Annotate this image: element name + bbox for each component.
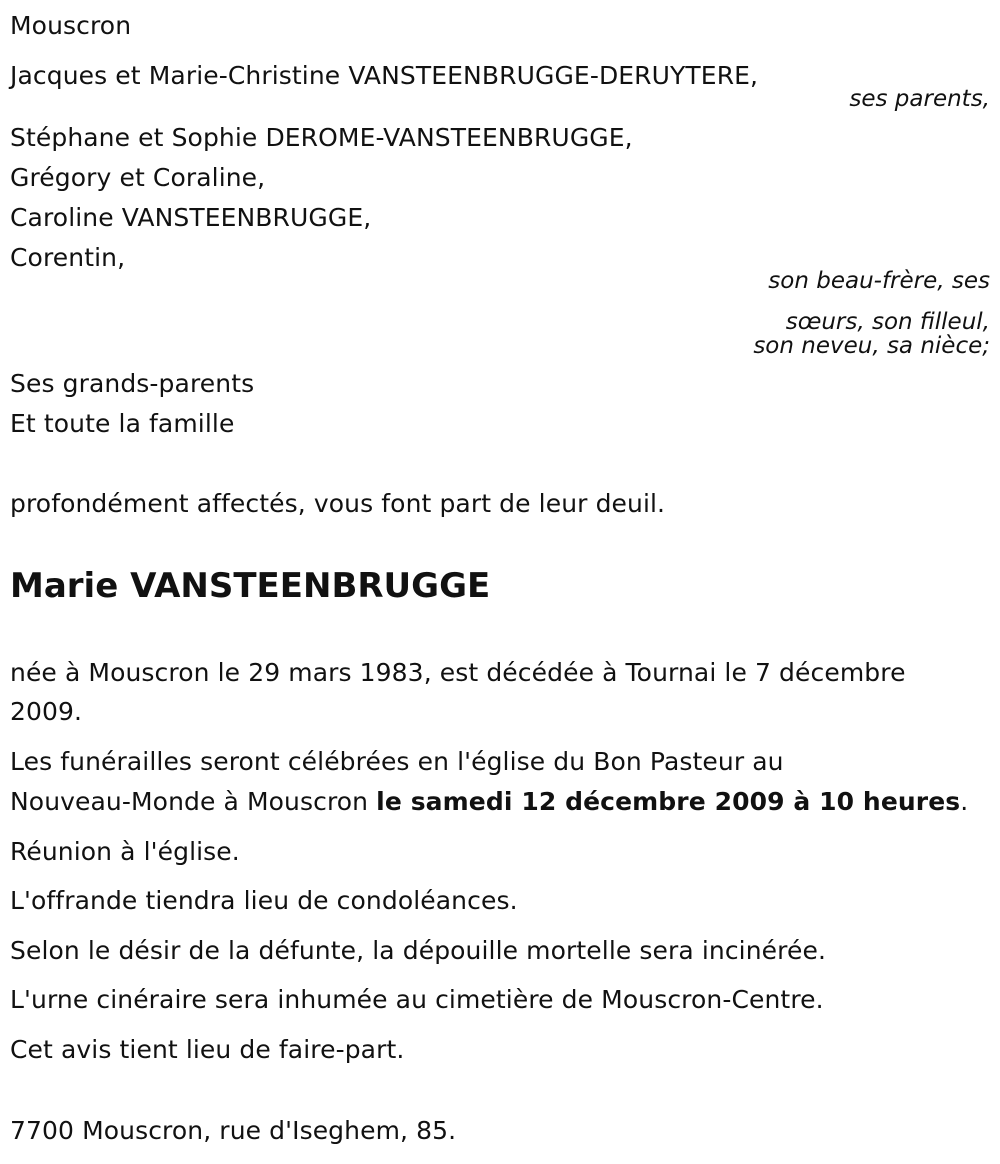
- sibling-line-2: Grégory et Coraline,: [10, 163, 266, 192]
- siblings-role-line-3: son neveu, sa nièce;: [753, 333, 990, 359]
- parents-names: Jacques et Marie-Christine VANSTEENBRUGGE-DERUYTERE,: [10, 61, 759, 90]
- siblings-role-line-1: son beau-frère, ses: [768, 268, 990, 294]
- funeral-place-text: Nouveau-Monde à Mouscron: [10, 787, 377, 816]
- parents-role: ses parents,: [849, 86, 990, 112]
- siblings-role-line-2: sœurs, son filleul,: [785, 309, 990, 335]
- family-line: Et toute la famille: [10, 409, 235, 438]
- sibling-line-1: Stéphane et Sophie DEROME-VANSTEENBRUGGE,: [10, 123, 633, 152]
- birth-death-line-2: 2009.: [10, 697, 83, 726]
- funeral-period: .: [960, 787, 969, 816]
- deceased-name: Marie VANSTEENBRUGGE: [10, 566, 491, 606]
- sibling-line-3: Caroline VANSTEENBRUGGE,: [10, 203, 372, 232]
- announcement-line: profondément affectés, vous font part de leur deuil.: [10, 489, 666, 518]
- city-heading: Mouscron: [10, 11, 132, 40]
- notice-line: Cet avis tient lieu de faire-part.: [10, 1035, 405, 1064]
- sibling-line-4: Corentin,: [10, 243, 126, 272]
- funeral-date-time: le samedi 12 décembre 2009 à 10 heures: [376, 787, 961, 816]
- offering-line: L'offrande tiendra lieu de condoléances.: [10, 886, 518, 915]
- urn-line: L'urne cinéraire sera inhumée au cimetière de Mouscron-Centre.: [10, 985, 824, 1014]
- funeral-line-2: [10, 786, 968, 818]
- grandparents-line: Ses grands-parents: [10, 369, 255, 398]
- address-line: 7700 Mouscron, rue d'Iseghem, 85.: [10, 1116, 457, 1145]
- meeting-line: Réunion à l'église.: [10, 837, 240, 866]
- cremation-line: Selon le désir de la défunte, la dépouille mortelle sera incinérée.: [10, 936, 826, 965]
- birth-death-line-1: née à Mouscron le 29 mars 1983, est décédée à Tournai le 7 décembre: [10, 658, 906, 687]
- funeral-line-1: Les funérailles seront célébrées en l'église du Bon Pasteur au: [10, 747, 784, 776]
